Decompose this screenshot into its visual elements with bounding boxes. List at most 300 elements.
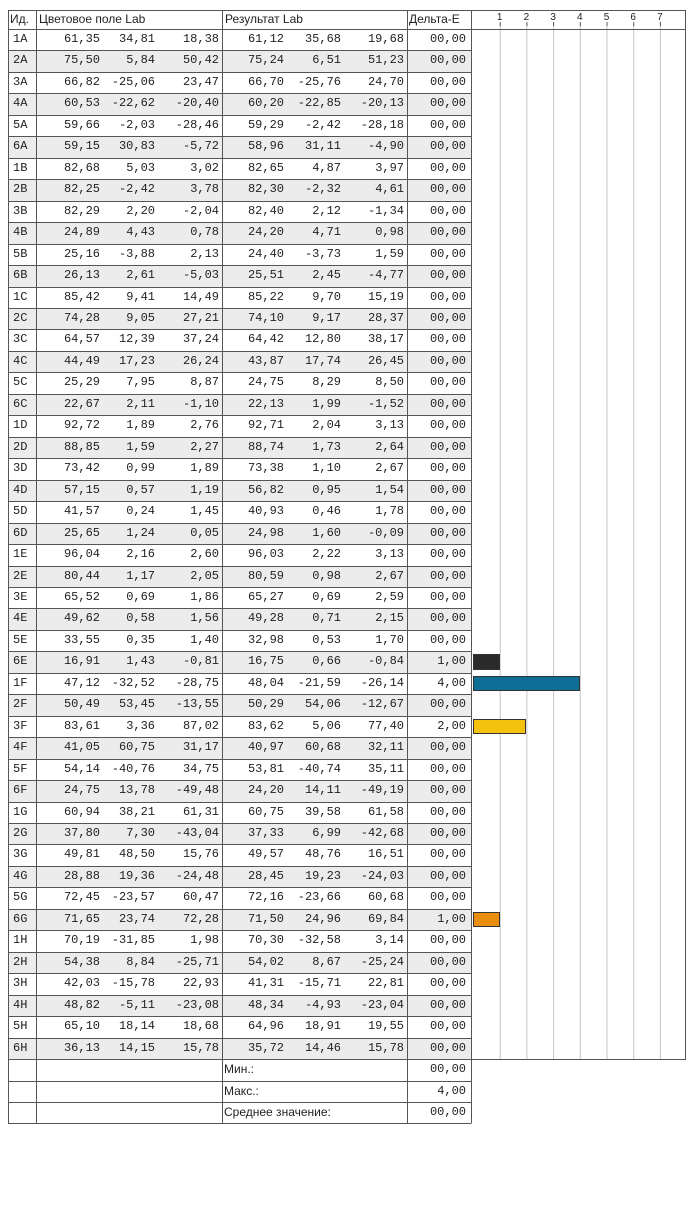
lab-value-rb: 4,61 (375, 182, 404, 197)
lab-value-pb: -24,48 (175, 868, 219, 883)
lab-value-pa: 5,03 (126, 160, 155, 175)
lab-value-pa: -22,62 (111, 96, 155, 111)
lab-value-pb: 1,45 (190, 504, 219, 519)
lab-value-pL: 54,38 (63, 954, 100, 969)
lab-value-rb: 1,59 (375, 246, 404, 261)
lab-value-pb: -13,55 (175, 697, 219, 712)
header-id: Ид. (10, 12, 29, 26)
lab-value-pb: 87,02 (182, 718, 219, 733)
lab-value-pL: 82,68 (63, 160, 100, 175)
lab-value-pa: -2,03 (118, 117, 155, 132)
lab-value-pb: 23,47 (182, 74, 219, 89)
lab-value-pa: 0,58 (126, 611, 155, 626)
lab-value-pL: 44,49 (63, 353, 100, 368)
lab-value-pa: 0,35 (126, 632, 155, 647)
lab-value-rb: 3,97 (375, 160, 404, 175)
lab-value-rb: 0,98 (375, 225, 404, 240)
row-id: 3B (13, 203, 28, 218)
lab-value-ra: -23,66 (297, 890, 341, 905)
lab-value-rb: 19,68 (367, 32, 404, 46)
delta-e-value: 1,00 (437, 911, 466, 926)
row-id: 5G (13, 890, 28, 905)
row-id: 3F (13, 718, 28, 733)
lab-value-ra: 6,51 (312, 53, 341, 68)
lab-value-pa: 1,89 (126, 418, 155, 433)
row-id: 6D (13, 525, 28, 540)
lab-value-pL: 41,05 (63, 740, 100, 755)
lab-value-rL: 54,02 (247, 954, 284, 969)
lab-value-rL: 82,30 (247, 182, 284, 197)
lab-value-pb: -1,10 (182, 396, 219, 411)
lab-value-pa: -5,11 (118, 997, 155, 1012)
lab-value-pL: 54,14 (63, 761, 100, 776)
lab-value-rb: 38,17 (367, 332, 404, 347)
lab-value-pa: 7,30 (126, 826, 155, 841)
lab-value-pa: 1,59 (126, 439, 155, 454)
lab-value-pb: 2,76 (190, 418, 219, 433)
lab-value-pL: 85,42 (63, 289, 100, 304)
lab-value-pb: 1,86 (190, 589, 219, 604)
lab-value-pb: 31,17 (182, 740, 219, 755)
lab-value-rL: 82,40 (247, 203, 284, 218)
lab-value-pa: 2,16 (126, 547, 155, 562)
row-id: 1B (13, 160, 28, 175)
lab-value-pL: 70,19 (63, 933, 100, 948)
row-id: 5H (13, 1019, 28, 1034)
header-delta-e: Дельта-E (409, 12, 460, 26)
lab-value-ra: 1,60 (312, 525, 341, 540)
row-id: 4E (13, 611, 28, 626)
lab-value-pL: 71,65 (63, 911, 100, 926)
lab-value-pL: 41,57 (63, 504, 100, 519)
row-id: 6B (13, 268, 28, 283)
axis-tick-label: 7 (657, 12, 663, 23)
lab-value-rb: -1,34 (367, 203, 404, 218)
lab-value-ra: 1,73 (312, 439, 341, 454)
lab-value-pa: 7,95 (126, 375, 155, 390)
lab-value-pL: 82,29 (63, 203, 100, 218)
lab-value-pa: 0,24 (126, 504, 155, 519)
lab-value-rL: 24,40 (247, 246, 284, 261)
lab-value-pL: 24,89 (63, 225, 100, 240)
delta-e-value: 00,00 (429, 1019, 466, 1034)
lab-value-pa: 12,39 (118, 332, 155, 347)
delta-e-value: 00,00 (429, 353, 466, 368)
row-id: 5E (13, 632, 28, 647)
lab-value-rb: 15,19 (367, 289, 404, 304)
row-id: 2G (13, 826, 28, 841)
lab-value-pL: 65,52 (63, 589, 100, 604)
lab-value-pb: 8,87 (190, 375, 219, 390)
lab-value-pL: 74,28 (63, 310, 100, 325)
lab-value-pa: 19,36 (118, 868, 155, 883)
lab-value-pa: 4,43 (126, 225, 155, 240)
lab-value-ra: 9,17 (312, 310, 341, 325)
lab-value-pb: 2,13 (190, 246, 219, 261)
lab-value-ra: 5,06 (312, 718, 341, 733)
delta-e-value: 00,00 (429, 396, 466, 411)
lab-value-pa: 13,78 (118, 783, 155, 798)
footer-label: Среднее значение: (224, 1105, 331, 1119)
lab-value-rb: 1,54 (375, 482, 404, 497)
lab-value-ra: 4,87 (312, 160, 341, 175)
lab-value-rb: 2,15 (375, 611, 404, 626)
lab-value-pL: 83,61 (63, 718, 100, 733)
row-id: 3E (13, 589, 28, 604)
axis-tick-label: 4 (577, 12, 583, 23)
lab-value-ra: 60,68 (304, 740, 341, 755)
lab-value-pL: 16,91 (63, 654, 100, 669)
lab-value-pL: 61,35 (63, 32, 100, 46)
lab-value-pL: 60,53 (63, 96, 100, 111)
delta-e-value: 2,00 (437, 718, 466, 733)
lab-value-pb: 1,40 (190, 632, 219, 647)
lab-value-ra: -2,42 (304, 117, 341, 132)
row-id: 2E (13, 568, 28, 583)
lab-value-pL: 57,15 (63, 482, 100, 497)
lab-value-ra: 35,68 (304, 32, 341, 46)
lab-value-rL: 58,96 (247, 139, 284, 154)
lab-value-pb: 1,19 (190, 482, 219, 497)
row-id: 3G (13, 847, 28, 862)
lab-value-rb: 26,45 (367, 353, 404, 368)
delta-e-value: 00,00 (429, 310, 466, 325)
lab-value-rb: -4,90 (367, 139, 404, 154)
row-id: 5A (13, 117, 28, 132)
lab-value-rb: 2,64 (375, 439, 404, 454)
delta-e-value: 00,00 (429, 868, 466, 883)
lab-value-ra: -32,58 (297, 933, 341, 948)
row-id: 2F (13, 697, 28, 712)
lab-value-ra: 14,11 (304, 783, 341, 798)
lab-value-rL: 56,82 (247, 482, 284, 497)
lab-value-rL: 92,71 (247, 418, 284, 433)
lab-value-pL: 64,57 (63, 332, 100, 347)
lab-value-ra: 17,74 (304, 353, 341, 368)
lab-value-rb: 3,13 (375, 547, 404, 562)
lab-value-pb: 1,89 (190, 461, 219, 476)
lab-value-rL: 48,34 (247, 997, 284, 1012)
lab-value-rb: -0,09 (367, 525, 404, 540)
lab-value-rb: 19,55 (367, 1019, 404, 1034)
row-id: 1F (13, 675, 28, 690)
lab-value-pa: 2,11 (126, 396, 155, 411)
lab-value-pa: 1,17 (126, 568, 155, 583)
lab-value-ra: 0,69 (312, 589, 341, 604)
lab-value-pL: 25,65 (63, 525, 100, 540)
lab-value-rb: -49,19 (360, 783, 404, 798)
lab-value-rL: 53,81 (247, 761, 284, 776)
lab-value-pa: -3,88 (118, 246, 155, 261)
header-result-lab: Результат Lab (225, 12, 303, 26)
row-id: 6F (13, 783, 28, 798)
row-id: 1H (13, 933, 28, 948)
lab-value-pL: 66,82 (63, 74, 100, 89)
lab-value-ra: 2,45 (312, 268, 341, 283)
delta-e-value: 00,00 (429, 568, 466, 583)
lab-value-pb: -5,03 (182, 268, 219, 283)
lab-value-pa: 18,14 (118, 1019, 155, 1034)
lab-value-ra: 1,99 (312, 396, 341, 411)
row-id: 1C (13, 289, 28, 304)
lab-value-rL: 49,28 (247, 611, 284, 626)
lab-value-pa: 48,50 (118, 847, 155, 862)
lab-value-pa: 0,99 (126, 461, 155, 476)
delta-e-value: 00,00 (429, 246, 466, 261)
lab-value-pb: -2,04 (182, 203, 219, 218)
lab-value-pb: 0,78 (190, 225, 219, 240)
lab-value-rL: 59,29 (247, 117, 284, 132)
lab-value-pb: 3,02 (190, 160, 219, 175)
lab-value-rb: 2,67 (375, 461, 404, 476)
lab-value-ra: -40,74 (297, 761, 341, 776)
footer-label: Мин.: (224, 1062, 254, 1077)
row-id: 3A (13, 74, 28, 89)
lab-value-rb: 3,14 (375, 933, 404, 948)
lab-value-rL: 61,12 (247, 32, 284, 46)
row-id: 2B (13, 182, 28, 197)
row-id: 2H (13, 954, 28, 969)
lab-value-pb: 26,24 (182, 353, 219, 368)
lab-value-rL: 37,33 (247, 826, 284, 841)
lab-value-pL: 73,42 (63, 461, 100, 476)
lab-value-pb: 1,56 (190, 611, 219, 626)
lab-value-pL: 25,29 (63, 375, 100, 390)
lab-value-pa: -23,57 (111, 890, 155, 905)
row-id: 3D (13, 461, 28, 476)
delta-e-bar (473, 912, 500, 927)
axis-tick-label: 6 (630, 12, 636, 23)
lab-value-rb: -28,18 (360, 117, 404, 132)
footer-value: 4,00 (437, 1083, 466, 1098)
row-id: 6A (13, 139, 28, 154)
lab-value-rL: 82,65 (247, 160, 284, 175)
lab-value-pL: 24,75 (63, 783, 100, 798)
lab-value-rL: 66,70 (247, 74, 284, 89)
delta-e-value: 00,00 (429, 954, 466, 969)
lab-value-pb: 2,05 (190, 568, 219, 583)
lab-value-rb: 61,58 (367, 804, 404, 819)
lab-value-pL: 59,15 (63, 139, 100, 154)
lab-value-rL: 70,30 (247, 933, 284, 948)
lab-value-pL: 80,44 (63, 568, 100, 583)
lab-value-pL: 47,12 (63, 675, 100, 690)
lab-value-pL: 72,45 (63, 890, 100, 905)
axis-tick-label: 1 (496, 12, 503, 23)
delta-e-value: 00,00 (429, 182, 466, 197)
lab-value-pL: 49,62 (63, 611, 100, 626)
delta-e-value: 00,00 (429, 53, 466, 68)
lab-value-pa: 2,20 (126, 203, 155, 218)
lab-value-rL: 43,87 (247, 353, 284, 368)
lab-value-pL: 59,66 (63, 117, 100, 132)
delta-e-value: 00,00 (429, 697, 466, 712)
lab-value-rL: 85,22 (247, 289, 284, 304)
lab-value-rb: 15,78 (367, 1040, 404, 1055)
lab-value-pa: 38,21 (118, 804, 155, 819)
delta-e-value: 00,00 (429, 804, 466, 819)
delta-e-value: 00,00 (429, 525, 466, 540)
lab-value-pa: 9,05 (126, 310, 155, 325)
lab-value-rL: 48,04 (247, 675, 284, 690)
lab-value-pL: 28,88 (63, 868, 100, 883)
lab-value-ra: -22,85 (297, 96, 341, 111)
lab-value-rL: 75,24 (247, 53, 284, 68)
lab-value-ra: 39,58 (304, 804, 341, 819)
lab-value-pL: 60,94 (63, 804, 100, 819)
delta-e-value: 00,00 (429, 1040, 466, 1055)
lab-value-rL: 74,10 (247, 310, 284, 325)
lab-value-pL: 49,81 (63, 847, 100, 862)
lab-value-pb: 61,31 (182, 804, 219, 819)
row-id: 4B (13, 225, 28, 240)
lab-value-rb: 3,13 (375, 418, 404, 433)
delta-e-value: 00,00 (429, 997, 466, 1012)
lab-value-pb: 2,27 (190, 439, 219, 454)
lab-value-pb: 1,98 (190, 933, 219, 948)
lab-value-pa: 5,84 (126, 53, 155, 68)
delta-e-value: 00,00 (429, 139, 466, 154)
lab-value-pa: -2,42 (118, 182, 155, 197)
row-id: 2A (13, 53, 28, 68)
lab-value-rL: 40,97 (247, 740, 284, 755)
lab-value-rL: 24,98 (247, 525, 284, 540)
lab-value-rb: 24,70 (367, 74, 404, 89)
lab-value-rL: 32,98 (247, 632, 284, 647)
lab-value-pa: 23,74 (118, 911, 155, 926)
lab-value-rL: 64,96 (247, 1019, 284, 1034)
delta-e-value: 00,00 (429, 117, 466, 132)
lab-value-pb: 15,78 (182, 1040, 219, 1055)
lab-value-pb: 0,05 (190, 525, 219, 540)
lab-value-pL: 88,85 (63, 439, 100, 454)
lab-value-ra: 0,46 (312, 504, 341, 519)
row-id: 4F (13, 740, 28, 755)
lab-value-pb: -49,48 (175, 783, 219, 798)
lab-value-rb: 16,51 (367, 847, 404, 862)
lab-value-ra: -2,32 (304, 182, 341, 197)
row-id: 2C (13, 310, 28, 325)
delta-e-value: 00,00 (429, 632, 466, 647)
delta-e-value: 00,00 (429, 847, 466, 862)
lab-value-pa: 3,36 (126, 718, 155, 733)
lab-value-pa: 30,83 (118, 139, 155, 154)
row-id: 1A (13, 32, 28, 46)
delta-e-value: 00,00 (429, 890, 466, 905)
delta-e-value: 00,00 (429, 225, 466, 240)
lab-value-pb: 72,28 (182, 911, 219, 926)
delta-e-value: 00,00 (429, 740, 466, 755)
lab-value-rb: -1,52 (367, 396, 404, 411)
lab-value-pb: -23,08 (175, 997, 219, 1012)
delta-e-value: 00,00 (429, 611, 466, 626)
delta-e-value: 00,00 (429, 482, 466, 497)
lab-value-pb: 37,24 (182, 332, 219, 347)
lab-value-pa: 2,61 (126, 268, 155, 283)
lab-value-pa: -25,06 (111, 74, 155, 89)
delta-e-value: 4,00 (437, 675, 466, 690)
delta-e-bar (473, 654, 500, 669)
lab-value-rL: 24,75 (247, 375, 284, 390)
footer-value: 00,00 (429, 1062, 466, 1077)
header-patch-lab: Цветовое поле Lab (39, 12, 146, 26)
lab-value-pa: -32,52 (111, 675, 155, 690)
lab-value-ra: 12,80 (304, 332, 341, 347)
lab-value-pa: 0,69 (126, 589, 155, 604)
delta-e-value: 1,00 (437, 654, 466, 669)
lab-value-rb: 60,68 (367, 890, 404, 905)
lab-value-rL: 50,29 (247, 697, 284, 712)
lab-value-pb: 3,78 (190, 182, 219, 197)
lab-value-rL: 40,93 (247, 504, 284, 519)
lab-value-pL: 25,16 (63, 246, 100, 261)
lab-value-rb: 77,40 (367, 718, 404, 733)
lab-value-rb: -25,24 (360, 954, 404, 969)
footer-value: 00,00 (429, 1105, 466, 1119)
row-id: 2D (13, 439, 28, 454)
lab-value-rb: -0,84 (367, 654, 404, 669)
lab-value-ra: 54,06 (304, 697, 341, 712)
delta-e-value: 00,00 (429, 783, 466, 798)
lab-value-pL: 82,25 (63, 182, 100, 197)
lab-value-rb: 2,59 (375, 589, 404, 604)
lab-value-pL: 37,80 (63, 826, 100, 841)
lab-value-ra: -3,73 (304, 246, 341, 261)
lab-value-ra: 4,71 (312, 225, 341, 240)
lab-value-pL: 22,67 (63, 396, 100, 411)
axis-tick-label: 2 (523, 12, 530, 23)
lab-value-pb: 14,49 (182, 289, 219, 304)
lab-value-ra: 0,95 (312, 482, 341, 497)
lab-value-rb: -26,14 (360, 675, 404, 690)
delta-e-value: 00,00 (429, 289, 466, 304)
footer-label: Макс.: (224, 1083, 259, 1098)
delta-e-value: 00,00 (429, 32, 466, 46)
lab-value-pb: -20,40 (175, 96, 219, 111)
lab-value-ra: 2,04 (312, 418, 341, 433)
axis-tick-label: 5 (603, 12, 610, 23)
lab-value-pL: 36,13 (63, 1040, 100, 1055)
lab-value-rL: 16,75 (247, 654, 284, 669)
lab-value-pb: -0,81 (182, 654, 219, 669)
lab-value-rL: 22,13 (247, 396, 284, 411)
lab-value-rb: 28,37 (367, 310, 404, 325)
lab-value-pa: 0,57 (126, 482, 155, 497)
lab-value-rb: -20,13 (360, 96, 404, 111)
lab-value-ra: 48,76 (304, 847, 341, 862)
lab-value-pa: 60,75 (118, 740, 155, 755)
delta-e-value: 00,00 (429, 439, 466, 454)
delta-e-value: 00,00 (429, 375, 466, 390)
lab-value-ra: 0,66 (312, 654, 341, 669)
lab-value-pb: 18,38 (182, 32, 219, 46)
lab-value-pb: 27,21 (182, 310, 219, 325)
delta-e-value: 00,00 (429, 461, 466, 476)
row-id: 6C (13, 396, 28, 411)
lab-value-rb: 32,11 (367, 740, 404, 755)
row-id: 3C (13, 332, 28, 347)
lab-value-ra: 14,46 (304, 1040, 341, 1055)
lab-value-rb: 2,67 (375, 568, 404, 583)
delta-e-value: 00,00 (429, 976, 466, 991)
lab-value-ra: 18,91 (304, 1019, 341, 1034)
lab-value-ra: -25,76 (297, 74, 341, 89)
lab-value-rb: 69,84 (367, 911, 404, 926)
delta-e-value: 00,00 (429, 96, 466, 111)
lab-value-ra: 8,29 (312, 375, 341, 390)
lab-value-ra: 2,12 (312, 203, 341, 218)
lab-value-ra: 1,10 (312, 461, 341, 476)
